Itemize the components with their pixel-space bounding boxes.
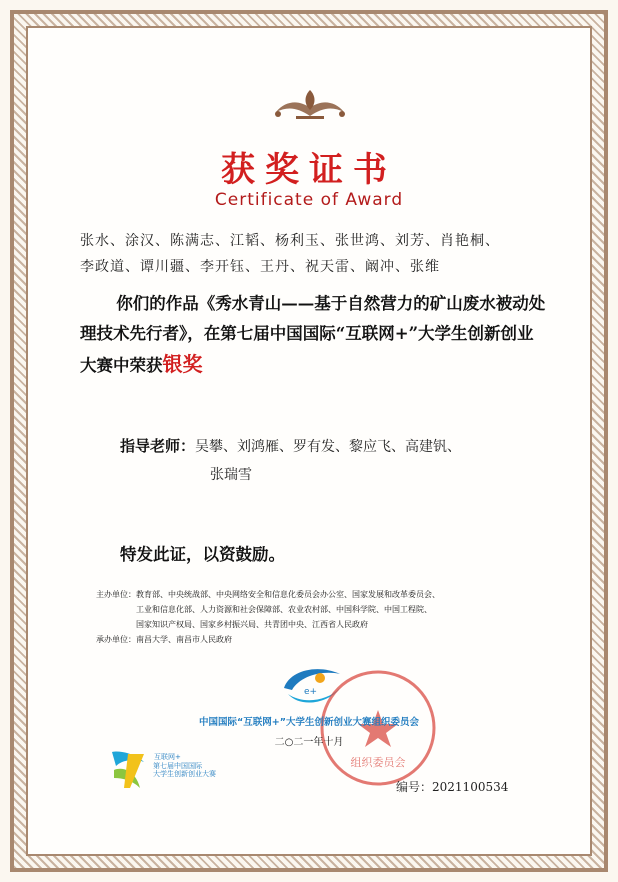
award-statement-text: 你们的作品《秀水青山——基于自然营力的矿山废水被动处理技术先行者》，在第七届中国国际“互联网+”大学生创新创业大赛中荣获 — [80, 294, 546, 375]
certificate-title: 获奖证书 — [221, 150, 397, 190]
issue-date: 二○二一年十月 — [274, 737, 344, 748]
organizers-block — [96, 587, 536, 647]
svg-text:组织委员会: 组织委员会 — [350, 756, 406, 769]
award-statement — [80, 289, 550, 381]
number-label: 编号： — [396, 780, 433, 794]
official-seal-icon — [318, 668, 438, 788]
advisors-label: 指导老师： — [120, 437, 196, 455]
organizers-label: 主办单位： — [96, 590, 136, 599]
svg-text:e+: e+ — [304, 687, 318, 697]
advisors-line-1: 吴攀、刘鸿雁、罗有发、黎应飞、高建钒、 — [195, 439, 462, 455]
certificate-number — [396, 778, 508, 795]
organizers-line-3: 国家知识产权局、国家乡村振兴局、共青团中央、江西省人民政府 — [136, 620, 368, 629]
hosts-value: 南昌大学、南昌市人民政府 — [136, 635, 232, 644]
top-ornament-icon — [270, 86, 350, 122]
closing-statement: 特发此证，以资鼓励。 — [120, 545, 285, 564]
badge-caption — [153, 762, 216, 778]
certificate-subtitle: Certificate of Award — [214, 190, 404, 210]
advisors-block — [120, 432, 540, 489]
hosts-label: 承办单位： — [96, 635, 136, 644]
recipients-line-2: 李政道、谭川疆、李开钰、王丹、祝天雷、阚冲、张维 — [80, 259, 440, 275]
recipient-names — [80, 228, 550, 280]
organizers-line-2: 工业和信息化部、人力资源和社会保障部、农业农村部、中国科学院、中国工程院、 — [136, 605, 432, 614]
recipients-line-1: 张水、涂汉、陈满志、江韬、杨利玉、张世鸿、刘芳、肖艳桐、 — [80, 233, 500, 249]
advisors-line-2: 张瑞雪 — [210, 467, 252, 483]
badge-script: 互联网+ — [154, 753, 181, 761]
badge-text-1: 第七届中国国际 — [153, 762, 202, 770]
award-level: 银奖 — [162, 352, 203, 376]
organizers-line-1: 教育部、中央统战部、中央网络安全和信息化委员会办公室、国家发展和改革委员会、 — [136, 590, 440, 599]
badge-text-2: 大学生创新创业大赛 — [153, 770, 216, 778]
committee-name: 中国国际“互联网+”大学生创新创业大赛组织委员会 — [199, 717, 419, 728]
number-value: 2021100534 — [432, 780, 509, 794]
